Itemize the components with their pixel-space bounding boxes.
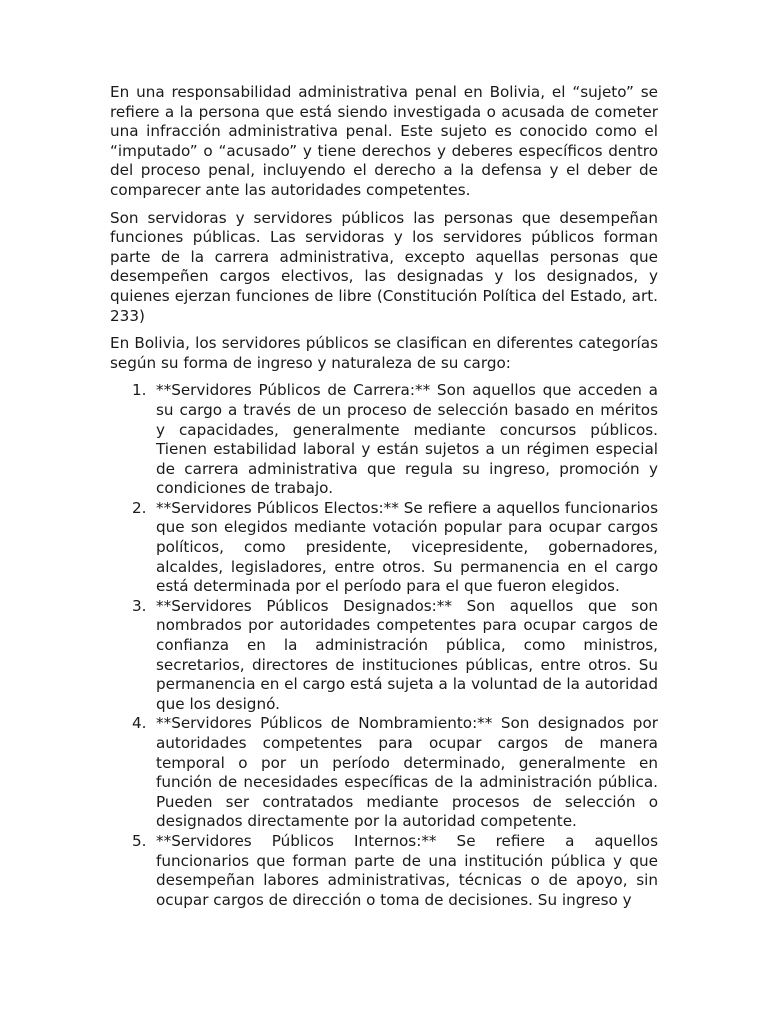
list-item: [110, 381, 658, 499]
list-number: 5.: [132, 831, 147, 850]
list-item-text: **Servidores Públicos Electos:** Se refiere a aquellos funcionarios que son elegidos mediante votación popular para ocupar cargos políticos, como presidente, vicepresidente, gobernadores, alcaldes, legisladores, entre otros. Su permanencia en el cargo está determinada por el período para el que fueron elegidos.: [156, 498, 658, 596]
list-item: [110, 597, 658, 715]
document-page: [110, 83, 658, 910]
paragraph-sujeto: En una responsabilidad administrativa penal en Bolivia, el “sujeto” se refiere a la persona que está siendo investigada o acusada de cometer una infracción administrativa penal. Este sujeto es conocido como el “imputado” o “acusado” y tiene derechos y deberes específicos dentro del proceso penal, incluyendo el derecho a la defensa y el deber de comparecer ante las autoridades competentes.: [110, 83, 658, 199]
list-item: [110, 714, 658, 832]
list-item: [110, 832, 658, 910]
paragraph-servidores-definicion: Son servidoras y servidores públicos las personas que desempeñan funciones públicas. Las servidoras y los servidores públicos forman parte de la carrera administrativa, excepto aquellas personas que desempeñen cargos electivos, las designadas y los designados, y quienes ejerzan funciones de libre (Constitución Política del Estado, art. 233): [110, 208, 658, 325]
list-number: 4.: [132, 714, 147, 733]
list-item: [110, 499, 658, 597]
list-number: 2.: [132, 498, 147, 517]
list-number: 1.: [132, 381, 147, 400]
list-number: 3.: [132, 596, 147, 615]
list-item-text: **Servidores Públicos Designados:** Son aquellos que son nombrados por autoridades competentes para ocupar cargos de confianza en la administración pública, como ministros, secretarios, directores de instituciones públicas, entre otros. Su permanencia en el cargo está sujeta a la voluntad de la autoridad que los designó.: [156, 596, 658, 713]
list-item-text: **Servidores Públicos de Carrera:** Son aquellos que acceden a su cargo a través de un proceso de selección basado en méritos y capacidades, generalmente mediante concursos públicos. Tienen estabilidad laboral y están sujetos a un régimen especial de carrera administrativa que regula su ingreso, promoción y condiciones de trabajo.: [156, 381, 658, 498]
paragraph-clasificacion-intro: En Bolivia, los servidores públicos se clasifican en diferentes categorías según su forma de ingreso y naturaleza de su cargo:: [110, 334, 658, 372]
list-item-text: **Servidores Públicos Internos:** Se refiere a aquellos funcionarios que forman parte de una institución pública y que desempeñan labores administrativas, técnicas o de apoyo, sin ocupar cargos de dirección o toma de decisiones. Su ingreso y: [156, 831, 658, 909]
numbered-list: [110, 381, 658, 910]
list-item-text: **Servidores Públicos de Nombramiento:** Son designados por autoridades competentes para ocupar cargos de manera temporal o por un período determinado, generalmente en función de necesidades específicas de la administración pública. Pueden ser contratados mediante procesos de selección o designados directamente por la autoridad competente.: [156, 714, 658, 831]
